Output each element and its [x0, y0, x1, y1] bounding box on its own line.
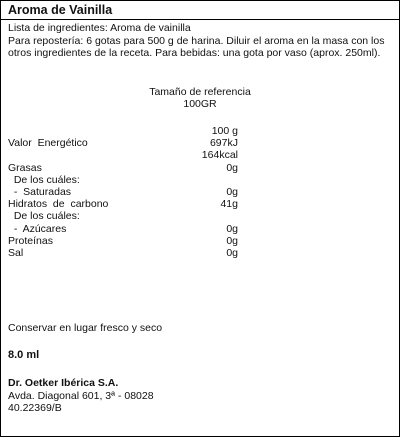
nutrition-row	[1, 125, 400, 137]
nutrition-row-label: Grasas	[8, 161, 42, 174]
reference-size-label: Tamaño de referencia	[149, 85, 251, 98]
usage-text: Para repostería: 6 gotas para 500 g de harina. Diluir el aroma en la masa con los otros ingredientes de la receta. Para bebidas: una gota por vaso (aprox. 250ml).	[8, 34, 385, 59]
manufacturer-info	[8, 377, 154, 415]
nutrition-table	[1, 125, 400, 259]
nutrition-row	[1, 137, 400, 149]
nutrition-row	[1, 174, 400, 186]
net-quantity: 8.0 ml	[8, 349, 40, 361]
nutrition-row-value: 164kcal	[201, 149, 238, 162]
nutrition-row-value: 100 g	[211, 125, 238, 137]
nutrition-row-label: Hidratos de carbono	[8, 198, 109, 211]
nutrition-row-value: 0g	[226, 161, 238, 174]
nutrition-row-label: - Azúcares	[8, 222, 67, 235]
nutrition-row-label: De los cuáles:	[8, 173, 80, 186]
nutrition-row-label: Proteínas	[8, 234, 53, 247]
reference-size	[8, 86, 392, 111]
storage-instructions: Conservar en lugar fresco y seco	[8, 322, 163, 334]
product-description	[1, 20, 399, 111]
manufacturer-code: 40.22369/B	[8, 402, 62, 414]
nutrition-row	[1, 223, 400, 235]
nutrition-row-label: - Saturadas	[8, 185, 72, 198]
nutrition-row	[1, 198, 400, 210]
nutrition-row	[1, 247, 400, 259]
nutrition-row	[1, 235, 400, 247]
nutrition-row	[1, 210, 400, 222]
nutrition-row-value: 0g	[226, 222, 238, 235]
manufacturer-name: Dr. Oetker Ibérica S.A.	[8, 377, 119, 389]
nutrition-row-value: 0g	[226, 246, 238, 259]
nutrition-row-value: 41g	[220, 198, 238, 211]
nutrition-row-value: 0g	[226, 234, 238, 247]
nutrition-row-label: Sal	[8, 246, 24, 259]
manufacturer-address: Avda. Diagonal 601, 3ª - 08028	[8, 389, 154, 402]
product-title: Aroma de Vainilla	[8, 3, 113, 17]
nutrition-row-label: De los cuáles:	[8, 210, 80, 223]
nutrition-row-value: 697kJ	[209, 137, 238, 150]
nutrition-row-label: Valor Energético	[8, 137, 88, 150]
nutrition-row	[1, 149, 400, 161]
ingredients-text: Lista de ingredientes: Aroma de vainilla	[8, 22, 191, 34]
reference-size-unit: 100GR	[183, 98, 217, 110]
nutrition-row-value: 0g	[226, 185, 238, 198]
nutrition-row	[1, 186, 400, 198]
nutrition-row	[1, 162, 400, 174]
